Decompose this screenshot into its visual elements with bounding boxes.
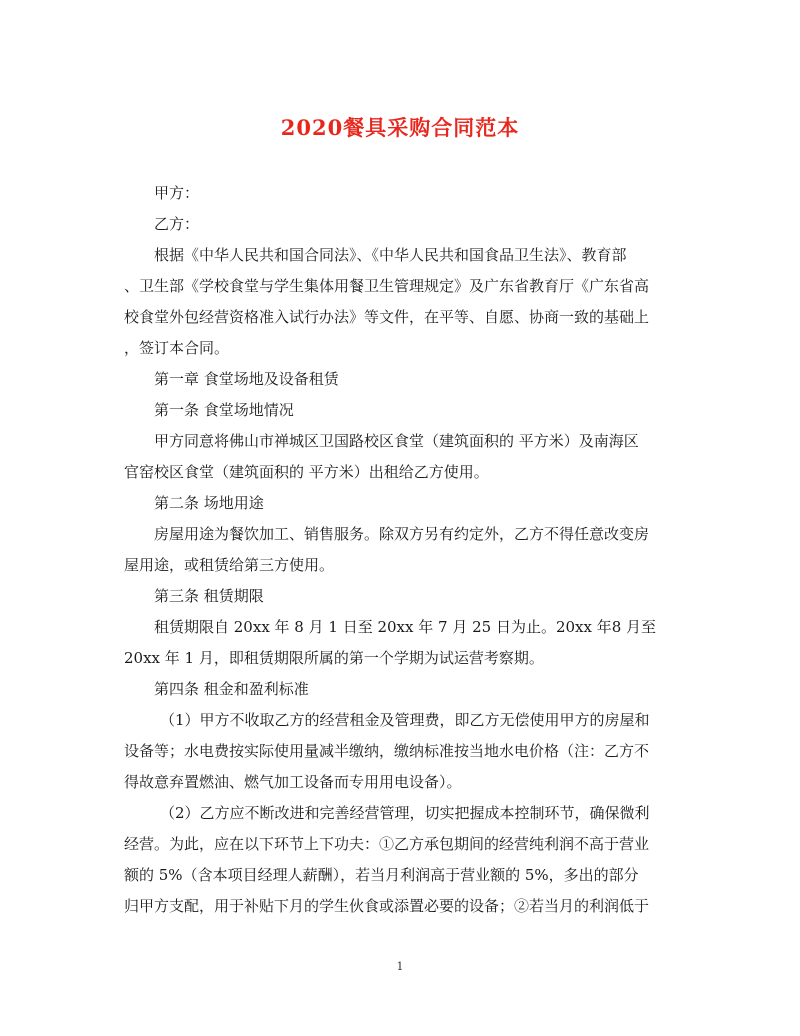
paragraph-line: 屋用途，或租赁给第三方使用。: [124, 556, 335, 574]
paragraph-line: 校食堂外包经营资格准入试行办法》等文件，在平等、自愿、协商一致的基础上: [124, 308, 650, 326]
paragraph-line: （1）甲方不收取乙方的经营租金及管理费，即乙方无偿使用甲方的房屋和: [160, 711, 650, 729]
paragraph-line: 设备等；水电费按实际使用量减半缴纳，缴纳标准按当地水电价格（注：乙方不: [124, 742, 650, 760]
paragraph-line: 房屋用途为餐饮加工、销售服务。除双方另有约定外，乙方不得任意改变房: [154, 525, 650, 543]
chapter-heading: 第一章 食堂场地及设备租赁: [154, 370, 339, 388]
party-b-line: 乙方：: [154, 215, 200, 233]
party-a-line: 甲方：: [154, 184, 200, 202]
paragraph-line: 租赁期限自 20xx 年 8 月 1 日至 20xx 年 7 月 25 日为止。20xx 年8 月至: [154, 618, 657, 636]
paragraph-line: 官窑校区食堂（建筑面积的 平方米）出租给乙方使用。: [124, 463, 489, 481]
article-heading: 第一条 食堂场地情况: [154, 401, 294, 419]
page-number: 1: [396, 960, 404, 973]
paragraph-line: 得故意弃置燃油、燃气加工设备而专用用电设备）。: [124, 773, 462, 791]
paragraph-line: ，签订本合同。: [124, 339, 230, 357]
article-heading: 第三条 租赁期限: [154, 587, 264, 605]
paragraph-line: 经营。为此，应在以下环节上下功夫：①乙方承包期间的经营纯利润不高于营业: [124, 835, 650, 853]
article-heading: 第二条 场地用途: [154, 494, 264, 512]
document-title: 2020餐具采购合同范本: [280, 115, 520, 140]
paragraph-line: 归甲方支配，用于补贴下月的学生伙食或添置必要的设备；②若当月的利润低于: [124, 897, 650, 915]
paragraph-line: 根据《中华人民共和国合同法》、《中华人民共和国食品卫生法》、教育部: [154, 246, 627, 264]
article-heading: 第四条 租金和盈利标准: [154, 680, 309, 698]
paragraph-line: 20xx 年 1 月，即租赁期限所属的第一个学期为试运营考察期。: [124, 649, 544, 667]
paragraph-line: 、卫生部《学校食堂与学生集体用餐卫生管理规定》及广东省教育厅《广东省高: [124, 277, 650, 295]
paragraph-line: 额的 5%（含本项目经理人薪酬），若当月利润高于营业额的 5%，多出的部分: [124, 866, 639, 884]
document-body: [124, 178, 680, 922]
paragraph-line: 甲方同意将佛山市禅城区卫国路校区食堂（建筑面积的 平方米）及南海区: [154, 432, 639, 450]
paragraph-line: （2）乙方应不断改进和完善经营管理，切实把握成本控制环节，确保微利: [160, 804, 650, 822]
